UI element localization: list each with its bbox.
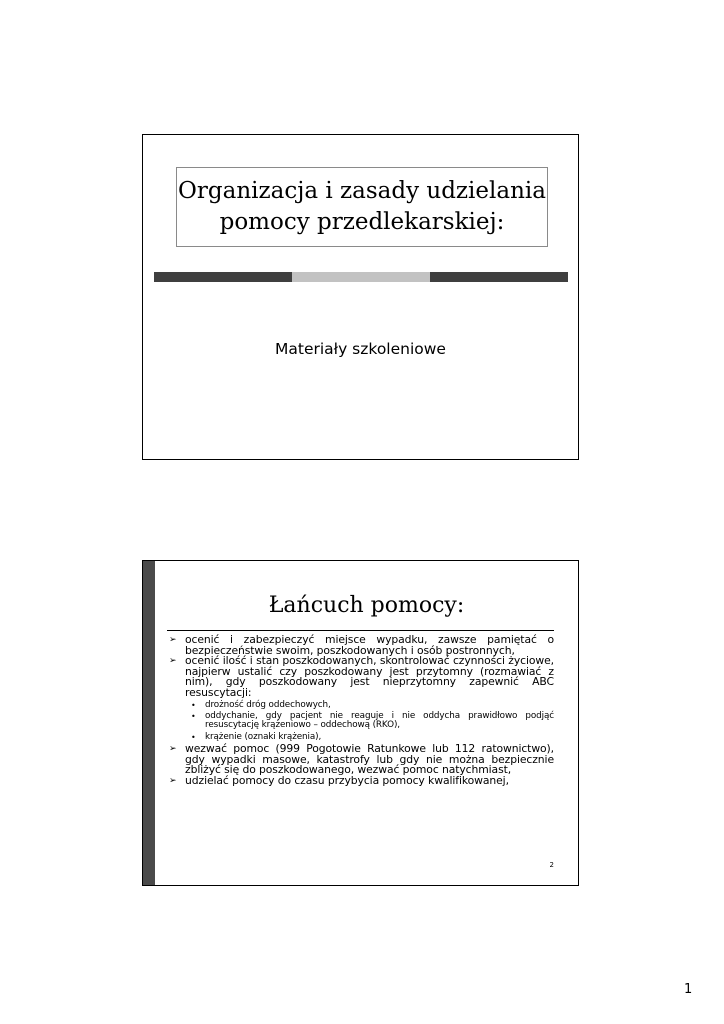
bullet-item <box>167 744 554 776</box>
slide-1-title-line-1: Organizacja i zasady udzielania <box>178 178 546 204</box>
page-number: 1 <box>684 982 693 997</box>
sub-bullet-text: drożność dróg oddechowych, <box>205 699 331 710</box>
bullet-text: ocenić i zabezpieczyć miejsce wypadku, zawsze pamiętać o bezpieczeństwie swoim, poszkodowanych i osób postronnych, <box>185 633 554 657</box>
bullet-item <box>167 656 554 698</box>
arrow-bullet-icon: ➢ <box>169 744 177 755</box>
decor-bar-dark-left <box>154 272 292 282</box>
sub-bullet-item <box>167 733 554 742</box>
dot-bullet-icon: • <box>191 732 196 742</box>
dot-bullet-icon: • <box>191 700 196 710</box>
bullet-text: ocenić ilość i stan poszkodowanych, skontrolować czynności życiowe, najpierw ustalić czy poszkodowany jest przytomny (rozmawiać z nim), gdy poszkodowany jest nieprzytomny zapewnić ABC resuscytacji: <box>185 654 554 699</box>
bullet-item <box>167 773 554 787</box>
arrow-bullet-icon: ➢ <box>169 656 177 667</box>
sub-bullet-text: oddychanie, gdy pacjent nie reaguje i nie oddycha prawidłowo podjąć resuscytację krążeniowo – oddechową (RKO), <box>205 710 554 731</box>
slide-number: 2 <box>549 861 554 869</box>
decor-bar-light-middle <box>292 272 430 282</box>
arrow-bullet-icon: ➢ <box>169 775 177 786</box>
slide-2-left-stripe <box>143 561 155 885</box>
bullet-text: wezwać pomoc (999 Pogotowie Ratunkowe lub 112 ratownictwo), gdy wypadki masowe, katastrofy lub gdy nie można bezpiecznie zbliżyć się do poszkodowanego, wezwać pomoc natychmiast, <box>185 742 554 777</box>
sub-bullet-item <box>167 712 554 731</box>
slide-2-title-underline <box>167 630 554 631</box>
sub-bullet-text: krążenie (oznaki krążenia), <box>205 731 322 742</box>
slide-1 <box>142 134 579 460</box>
sub-bullet-item <box>167 701 554 710</box>
arrow-bullet-icon: ➢ <box>169 635 177 645</box>
slide-2-content <box>167 635 554 787</box>
slide-2-title: Łańcuch pomocy: <box>268 593 465 618</box>
bullet-text: udzielać pomocy do czasu przybycia pomocy kwalifikowanej, <box>185 773 509 787</box>
decor-bar-dark-right <box>430 272 568 282</box>
slide-2 <box>142 560 579 886</box>
bullet-item <box>167 635 554 656</box>
slide-1-title-box <box>176 167 548 247</box>
dot-bullet-icon: • <box>191 711 196 721</box>
slide-1-subtitle: Materiały szkoleniowe <box>275 340 446 358</box>
slide-1-title-line-2: pomocy przedlekarskiej: <box>219 209 505 235</box>
